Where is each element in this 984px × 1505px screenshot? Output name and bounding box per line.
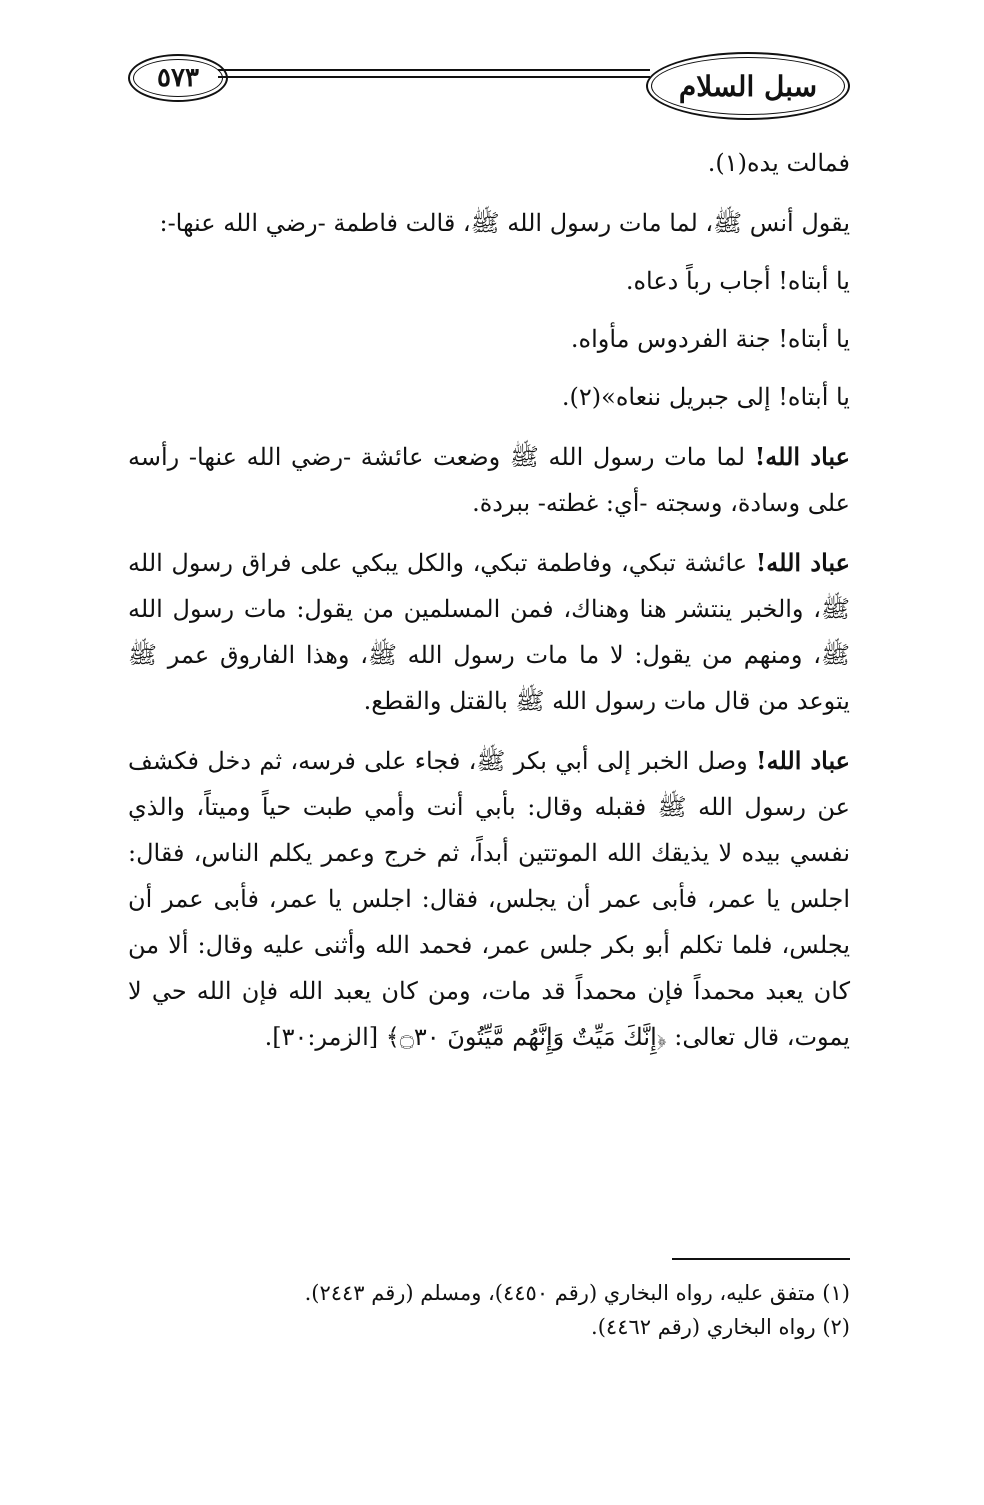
verse-line: يا أبتاه! جنة الفردوس مأواه. — [570, 325, 850, 353]
paragraph: فمالت يده(١). — [707, 149, 850, 177]
paragraph-text: لما مات رسول الله ﷺ وضعت عائشة -رضي الله عنها- رأسه على وسادة، وسجته -أي: غطته- ببردة. — [128, 443, 850, 517]
paragraph — [128, 434, 850, 526]
footnote: (١) متفق عليه، رواه البخاري (رقم ٤٤٥٠)، ومسلم (رقم ٢٤٤٣). — [304, 1281, 850, 1305]
paragraph: يقول أنس ﷺ، لما مات رسول الله ﷺ، قالت فاطمة -رضي الله عنها-: — [159, 209, 850, 237]
footnotes — [128, 1276, 850, 1344]
book-title: سبل السلام — [646, 52, 850, 120]
paragraph — [128, 738, 850, 1060]
footnote: (٢) رواه البخاري (رقم ٤٤٦٢). — [591, 1315, 850, 1339]
verse-line: يا أبتاه! أجاب رباً دعاه. — [625, 267, 850, 295]
verse-line: يا أبتاه! إلى جبريل ننعاه»(٢). — [561, 383, 850, 411]
page-body — [128, 140, 850, 1074]
paragraph-label: عباد الله! — [754, 442, 850, 471]
paragraph-text: وصل الخبر إلى أبي بكر ﷺ، فجاء على فرسه، ثم دخل فكشف عن رسول الله ﷺ فقبله وقال: بأبي أنت وأمي طبت حياً وميتاً، والذي نفسي بيده لا يذيقك الله الموتتين أبداً، ثم خرج وعمر يكلم الناس، فقال: اجلس يا عمر، فأبى عمر أن يجلس، فقال: اجلس يا عمر، فأبى عمر أن يجلس، فلما تكلم أبو بكر جلس عمر، فحمد الله وأثنى عليه وقال: ألا من كان يعبد محمداً فإن محمداً قد مات، ومن كان يعبد الله فإن الله حي لا يموت، قال تعالى: ﴿إِنَّكَ مَيِّتٌ وَإِنَّهُم مَّيِّتُونَ ۝٣٠﴾ [الزمر:٣٠]. — [128, 747, 850, 1051]
header-rule-bottom — [218, 76, 650, 78]
paragraph — [128, 540, 850, 724]
footnote-separator — [672, 1258, 850, 1260]
header-rule-top — [218, 69, 650, 71]
page-number: ٥٧٣ — [128, 54, 228, 102]
page-header — [128, 52, 850, 132]
paragraph-label: عباد الله! — [756, 746, 851, 775]
paragraph-text: عائشة تبكي، وفاطمة تبكي، والكل يبكي على فراق رسول الله ﷺ، والخبر ينتشر هنا وهناك، فمن المسلمين من يقول: مات رسول الله ﷺ، ومنهم من يقول: لا ما مات رسول الله ﷺ، وهذا الفاروق عمر ﷺ يتوعد من قال مات رسول الله ﷺ بالقتل والقطع. — [128, 549, 850, 715]
paragraph-label: عباد الله! — [755, 548, 850, 577]
